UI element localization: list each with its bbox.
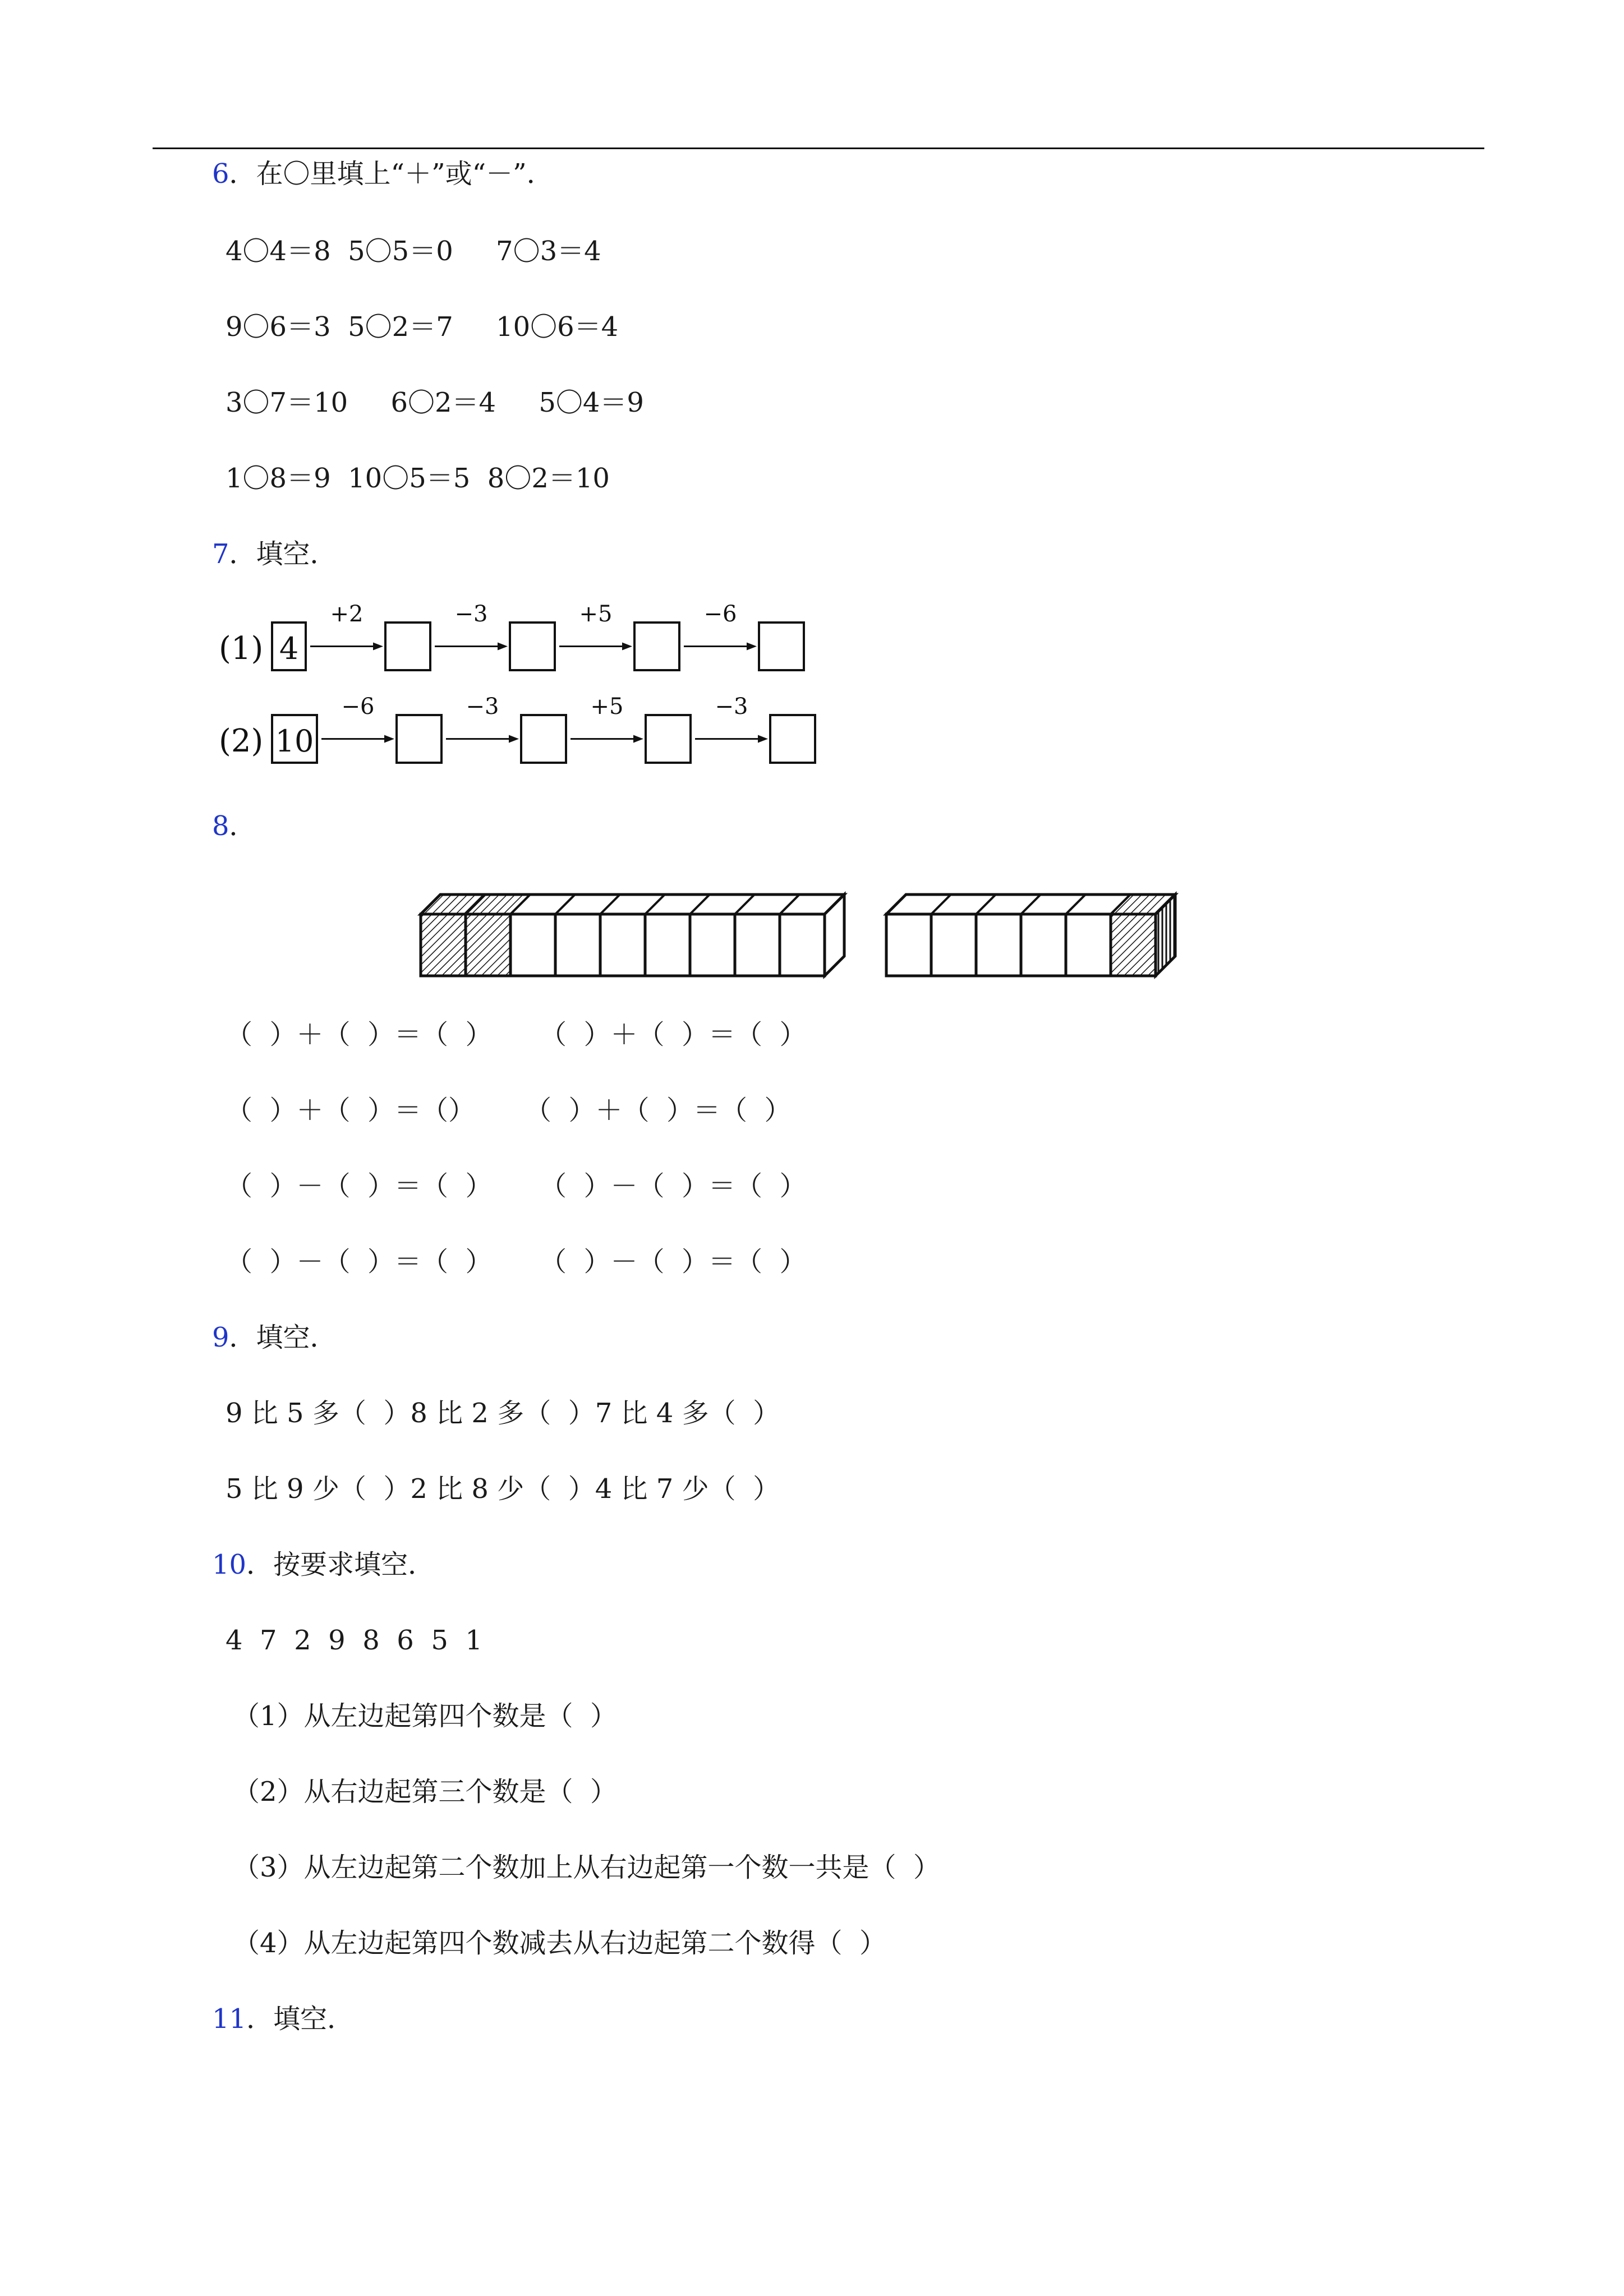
cube xyxy=(976,914,1021,976)
row-label: (2) xyxy=(219,723,264,759)
q9-row-2: 5 比 9 少（ ）2 比 8 少（ ）4 比 7 少（ ） xyxy=(226,1473,780,1505)
arrow-head-icon xyxy=(373,643,383,651)
q7-title: ．填空． xyxy=(229,538,337,570)
q8-row-3-right: （ ）－（ ）＝（ ） xyxy=(540,1170,807,1202)
q6-heading xyxy=(212,157,554,191)
answer-box[interactable] xyxy=(385,623,430,670)
q6-row-1: 4〇4＝8 5〇5＝0 7〇3＝4 xyxy=(226,236,601,267)
q11-number: 11 xyxy=(212,2003,247,2035)
arrow-head-icon xyxy=(758,735,768,743)
answer-box[interactable] xyxy=(510,623,555,670)
answer-box[interactable] xyxy=(521,715,566,763)
arrow-head-icon xyxy=(622,643,632,651)
q6-number: 6 xyxy=(212,158,229,190)
answer-box[interactable] xyxy=(759,623,804,670)
cube xyxy=(931,914,976,976)
operation-label: +5 xyxy=(590,694,624,720)
cube-strip-right xyxy=(886,895,1175,976)
answer-box[interactable] xyxy=(397,715,441,763)
arrow-head-icon xyxy=(498,643,508,651)
q9-heading xyxy=(212,1321,337,1354)
q8-title: ． xyxy=(229,810,256,842)
q8-row-4-right: （ ）－（ ）＝（ ） xyxy=(540,1246,807,1278)
arrow-head-icon xyxy=(384,735,394,743)
operation-label: −3 xyxy=(454,601,488,627)
q8-cube-figure xyxy=(415,875,1223,987)
cube xyxy=(645,914,690,976)
row-label: (1) xyxy=(219,630,264,667)
cube xyxy=(1021,914,1066,976)
cube xyxy=(510,914,555,976)
q10-title: ．按要求填空． xyxy=(246,1549,435,1580)
q7-row-1 xyxy=(219,601,804,670)
q9-title: ．填空． xyxy=(229,1322,337,1353)
shaded-cube xyxy=(421,914,466,976)
q10-item-3: （3）从左边起第二个数加上从右边起第一个数一共是（ ） xyxy=(233,1852,941,1883)
q10-item-1: （1）从左边起第四个数是（ ） xyxy=(233,1700,618,1732)
operation-label: −3 xyxy=(466,694,499,720)
q9-row-1: 9 比 5 多（ ）8 比 2 多（ ）7 比 4 多（ ） xyxy=(226,1398,780,1429)
q8-row-4-left: （ ）－（ ）＝（ ） xyxy=(226,1246,493,1278)
q10-number: 10 xyxy=(212,1549,247,1580)
q8-number: 8 xyxy=(212,810,229,842)
q7-heading xyxy=(212,537,337,571)
cube-strip-left xyxy=(421,895,844,976)
start-value: 10 xyxy=(275,723,314,759)
arrow-head-icon xyxy=(633,735,643,743)
answer-box[interactable] xyxy=(634,623,679,670)
cube xyxy=(690,914,735,976)
q10-heading xyxy=(212,1548,435,1582)
q8-row-2-left: （ ）＋（ ）＝（） xyxy=(226,1095,476,1126)
operation-label: −6 xyxy=(341,694,375,720)
q8-row-1-right: （ ）＋（ ）＝（ ） xyxy=(540,1019,807,1050)
q10-item-4: （4）从左边起第四个数减去从右边起第二个数得（ ） xyxy=(233,1928,887,1959)
q8-row-2-right: （ ）＋（ ）＝（ ） xyxy=(525,1095,792,1126)
cube xyxy=(886,914,931,976)
q11-heading xyxy=(212,2002,354,2036)
operation-label: +2 xyxy=(330,601,364,627)
operation-label: −3 xyxy=(715,694,748,720)
answer-box[interactable] xyxy=(646,715,691,763)
q8-heading xyxy=(212,809,256,843)
cube xyxy=(600,914,645,976)
q7-number: 7 xyxy=(212,538,229,570)
shaded-cube xyxy=(1111,914,1156,976)
answer-box[interactable] xyxy=(770,715,815,763)
q8-row-1-left: （ ）＋（ ）＝（ ） xyxy=(226,1019,493,1050)
q9-number: 9 xyxy=(212,1322,229,1353)
q7-arrow-diagram xyxy=(219,600,836,774)
cube xyxy=(555,914,600,976)
operation-label: +5 xyxy=(579,601,613,627)
q10-item-2: （2）从右边起第三个数是（ ） xyxy=(233,1776,618,1808)
header-rule xyxy=(153,147,1484,149)
q6-row-2: 9〇6＝3 5〇2＝7 10〇6＝4 xyxy=(226,311,619,343)
start-value: 4 xyxy=(279,631,299,666)
q10-number-list: 4 7 2 9 8 6 5 1 xyxy=(226,1625,482,1656)
q6-row-4: 1〇8＝9 10〇5＝5 8〇2＝10 xyxy=(226,463,610,494)
cube xyxy=(1066,914,1111,976)
q6-row-3: 3〇7＝10 6〇2＝4 5〇4＝9 xyxy=(226,387,644,418)
q7-row-2 xyxy=(219,694,815,763)
q11-title: ．填空． xyxy=(246,2003,355,2035)
arrow-head-icon xyxy=(509,735,519,743)
q6-title: ．在〇里填上“＋”或“－”． xyxy=(229,158,554,190)
shaded-cube xyxy=(466,914,510,976)
q8-row-3-left: （ ）－（ ）＝（ ） xyxy=(226,1170,493,1202)
cube xyxy=(735,914,780,976)
cube xyxy=(780,914,825,976)
arrow-head-icon xyxy=(747,643,757,651)
operation-label: −6 xyxy=(703,601,737,627)
